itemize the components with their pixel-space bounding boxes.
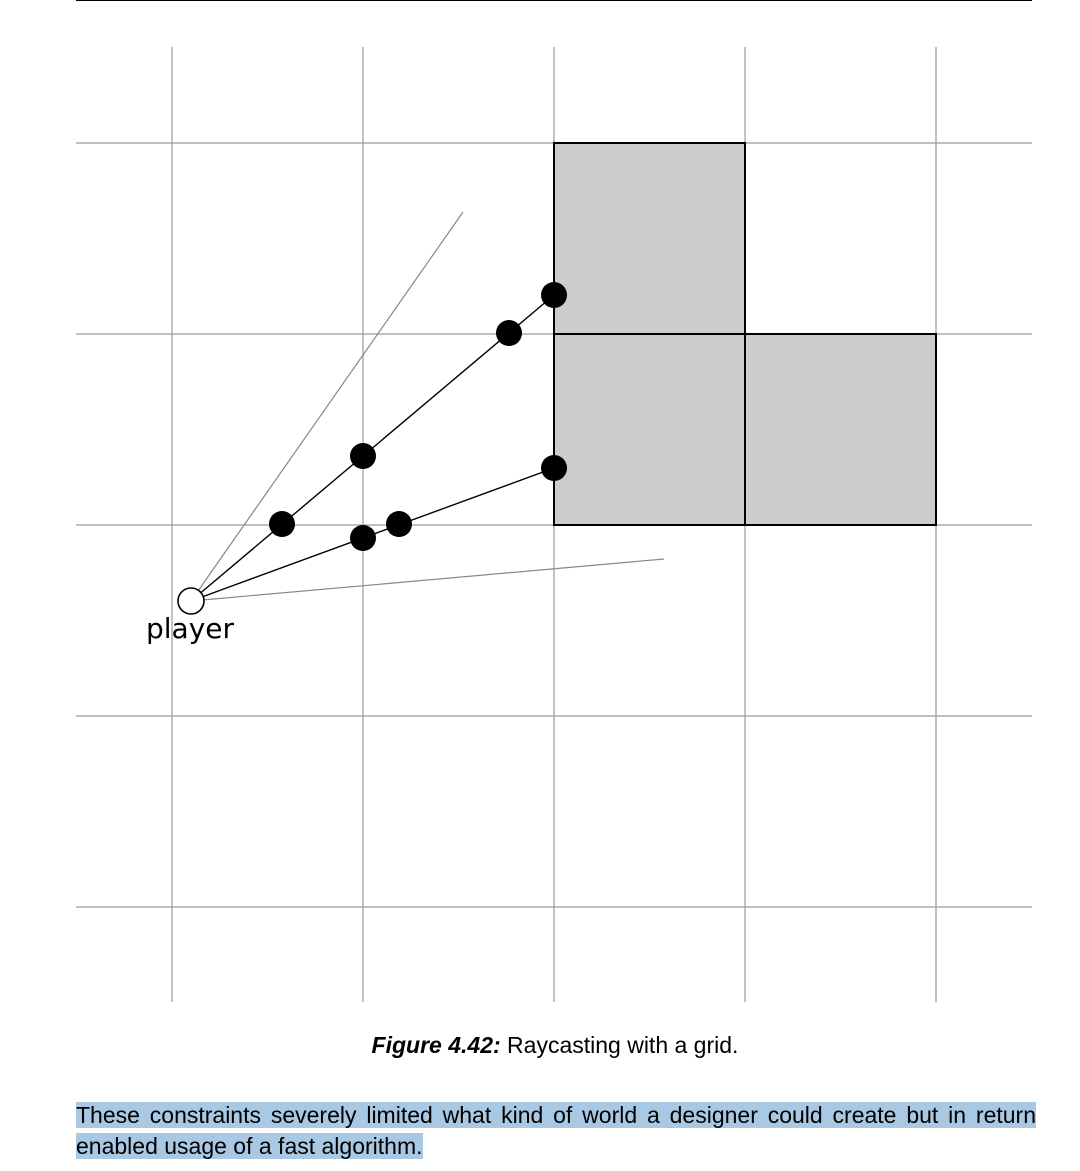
highlighted-text: These constraints severely limited what kind of world a designer could create but in return enabled usage of a fast algorithm. [76, 1102, 1036, 1159]
intersection-point [541, 455, 567, 481]
wall-cell [745, 334, 936, 525]
figure-caption [0, 1030, 1080, 1060]
wall-cells [554, 143, 936, 525]
intersection-point [350, 443, 376, 469]
player-label: player [145, 612, 235, 645]
fov-line-lower [191, 559, 664, 601]
body-paragraph [76, 1100, 1036, 1162]
player-marker [178, 588, 204, 614]
wall-cell [554, 143, 745, 334]
figure-caption-text: Raycasting with a grid. [500, 1032, 739, 1058]
intersection-point [350, 525, 376, 551]
intersection-point [541, 282, 567, 308]
intersection-point [269, 511, 295, 537]
figure-number: Figure 4.42: [371, 1032, 501, 1058]
intersection-point [496, 320, 522, 346]
intersection-point [386, 511, 412, 537]
wall-cell [554, 334, 745, 525]
